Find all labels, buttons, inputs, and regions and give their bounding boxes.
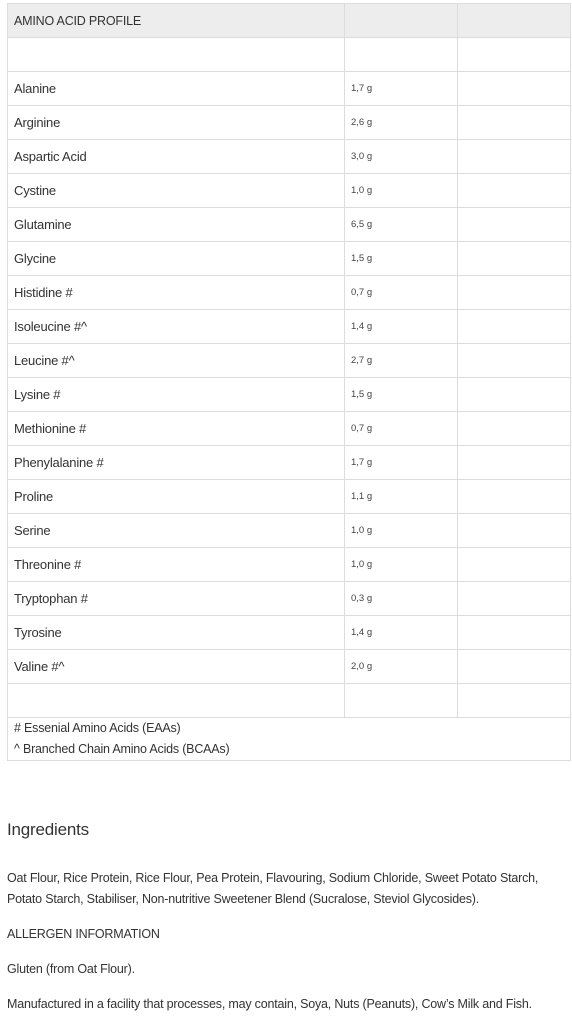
amino-acid-value: 1,0 g bbox=[345, 514, 458, 548]
amino-acid-value: 2,0 g bbox=[345, 650, 458, 684]
amino-acid-value: 1,7 g bbox=[345, 72, 458, 106]
empty-cell bbox=[8, 684, 345, 718]
amino-acid-name: Valine #^ bbox=[8, 650, 345, 684]
table-row bbox=[8, 208, 571, 242]
amino-acid-value: 6,5 g bbox=[345, 208, 458, 242]
empty-cell bbox=[458, 174, 571, 208]
ingredients-section bbox=[7, 815, 565, 1011]
empty-cell bbox=[458, 412, 571, 446]
table-notes-cell bbox=[8, 718, 571, 761]
empty-cell bbox=[458, 480, 571, 514]
empty-cell bbox=[345, 684, 458, 718]
amino-acid-name: Cystine bbox=[8, 174, 345, 208]
table-row bbox=[8, 412, 571, 446]
amino-acid-name: Histidine # bbox=[8, 276, 345, 310]
amino-acid-name: Tryptophan # bbox=[8, 582, 345, 616]
empty-cell bbox=[345, 38, 458, 72]
amino-acid-value: 0,3 g bbox=[345, 582, 458, 616]
table-row bbox=[8, 480, 571, 514]
allergen-heading: ALLERGEN INFORMATION bbox=[7, 927, 160, 941]
empty-cell bbox=[458, 446, 571, 480]
spacer-row bbox=[8, 684, 571, 718]
amino-acid-value: 1,4 g bbox=[345, 310, 458, 344]
empty-cell bbox=[458, 242, 571, 276]
facility-text: Manufactured in a facility that processes, may contain, Soya, Nuts (Peanuts), Cow’s Milk and Fish. bbox=[7, 997, 532, 1011]
table-row bbox=[8, 310, 571, 344]
amino-acid-value: 1,4 g bbox=[345, 616, 458, 650]
empty-cell bbox=[458, 548, 571, 582]
amino-acid-value: 2,6 g bbox=[345, 106, 458, 140]
amino-acid-name: Alanine bbox=[8, 72, 345, 106]
amino-acid-name: Threonine # bbox=[8, 548, 345, 582]
table-row bbox=[8, 174, 571, 208]
table-header-empty-cell bbox=[458, 4, 571, 38]
empty-cell bbox=[458, 276, 571, 310]
amino-acid-value: 0,7 g bbox=[345, 276, 458, 310]
spacer-row bbox=[8, 38, 571, 72]
table-notes-row bbox=[8, 718, 571, 761]
amino-acid-value: 3,0 g bbox=[345, 140, 458, 174]
empty-cell bbox=[458, 378, 571, 412]
empty-cell bbox=[458, 582, 571, 616]
table-row bbox=[8, 276, 571, 310]
amino-acid-name: Aspartic Acid bbox=[8, 140, 345, 174]
empty-cell bbox=[458, 616, 571, 650]
amino-acid-value: 1,0 g bbox=[345, 174, 458, 208]
amino-acid-table-body bbox=[8, 4, 571, 761]
amino-acid-value: 1,5 g bbox=[345, 378, 458, 412]
empty-cell bbox=[8, 38, 345, 72]
amino-acid-value: 1,0 g bbox=[345, 548, 458, 582]
bcaa-note: ^ Branched Chain Amino Acids (BCAAs) bbox=[14, 742, 230, 756]
eaa-note: # Essenial Amino Acids (EAAs) bbox=[14, 721, 181, 735]
table-row bbox=[8, 548, 571, 582]
empty-cell bbox=[458, 310, 571, 344]
amino-acid-value: 0,7 g bbox=[345, 412, 458, 446]
amino-acid-value: 2,7 g bbox=[345, 344, 458, 378]
amino-acid-name: Methionine # bbox=[8, 412, 345, 446]
amino-acid-value: 1,1 g bbox=[345, 480, 458, 514]
table-row bbox=[8, 616, 571, 650]
table-header-empty-cell bbox=[345, 4, 458, 38]
table-row bbox=[8, 106, 571, 140]
ingredients-title: Ingredients bbox=[7, 820, 89, 839]
amino-acid-value: 1,7 g bbox=[345, 446, 458, 480]
empty-cell bbox=[458, 684, 571, 718]
table-header-row bbox=[8, 4, 571, 38]
empty-cell bbox=[458, 38, 571, 72]
empty-cell bbox=[458, 650, 571, 684]
amino-acid-table bbox=[7, 3, 571, 761]
table-row bbox=[8, 650, 571, 684]
allergen-text: Gluten (from Oat Flour). bbox=[7, 962, 135, 976]
amino-acid-name: Glutamine bbox=[8, 208, 345, 242]
table-row bbox=[8, 344, 571, 378]
empty-cell bbox=[458, 106, 571, 140]
amino-acid-name: Lysine # bbox=[8, 378, 345, 412]
amino-acid-name: Proline bbox=[8, 480, 345, 514]
table-row bbox=[8, 514, 571, 548]
amino-acid-name: Leucine #^ bbox=[8, 344, 345, 378]
table-header-title: AMINO ACID PROFILE bbox=[8, 4, 345, 38]
amino-acid-name: Isoleucine #^ bbox=[8, 310, 345, 344]
ingredients-text: Oat Flour, Rice Protein, Rice Flour, Pea Protein, Flavouring, Sodium Chloride, Sweet Potato Starch, Potato Starch, Stabiliser, Non-nutritive Sweetener Blend (Sucralose, Steviol Glycosides). bbox=[7, 871, 539, 906]
amino-acid-name: Serine bbox=[8, 514, 345, 548]
table-row bbox=[8, 72, 571, 106]
empty-cell bbox=[458, 72, 571, 106]
amino-acid-name: Arginine bbox=[8, 106, 345, 140]
table-row bbox=[8, 378, 571, 412]
empty-cell bbox=[458, 344, 571, 378]
amino-acid-name: Tyrosine bbox=[8, 616, 345, 650]
amino-acid-name: Phenylalanine # bbox=[8, 446, 345, 480]
table-row bbox=[8, 140, 571, 174]
table-row bbox=[8, 446, 571, 480]
empty-cell bbox=[458, 208, 571, 242]
table-row bbox=[8, 242, 571, 276]
amino-acid-name: Glycine bbox=[8, 242, 345, 276]
table-row bbox=[8, 582, 571, 616]
amino-acid-value: 1,5 g bbox=[345, 242, 458, 276]
empty-cell bbox=[458, 140, 571, 174]
amino-acid-table-container bbox=[7, 3, 570, 761]
empty-cell bbox=[458, 514, 571, 548]
